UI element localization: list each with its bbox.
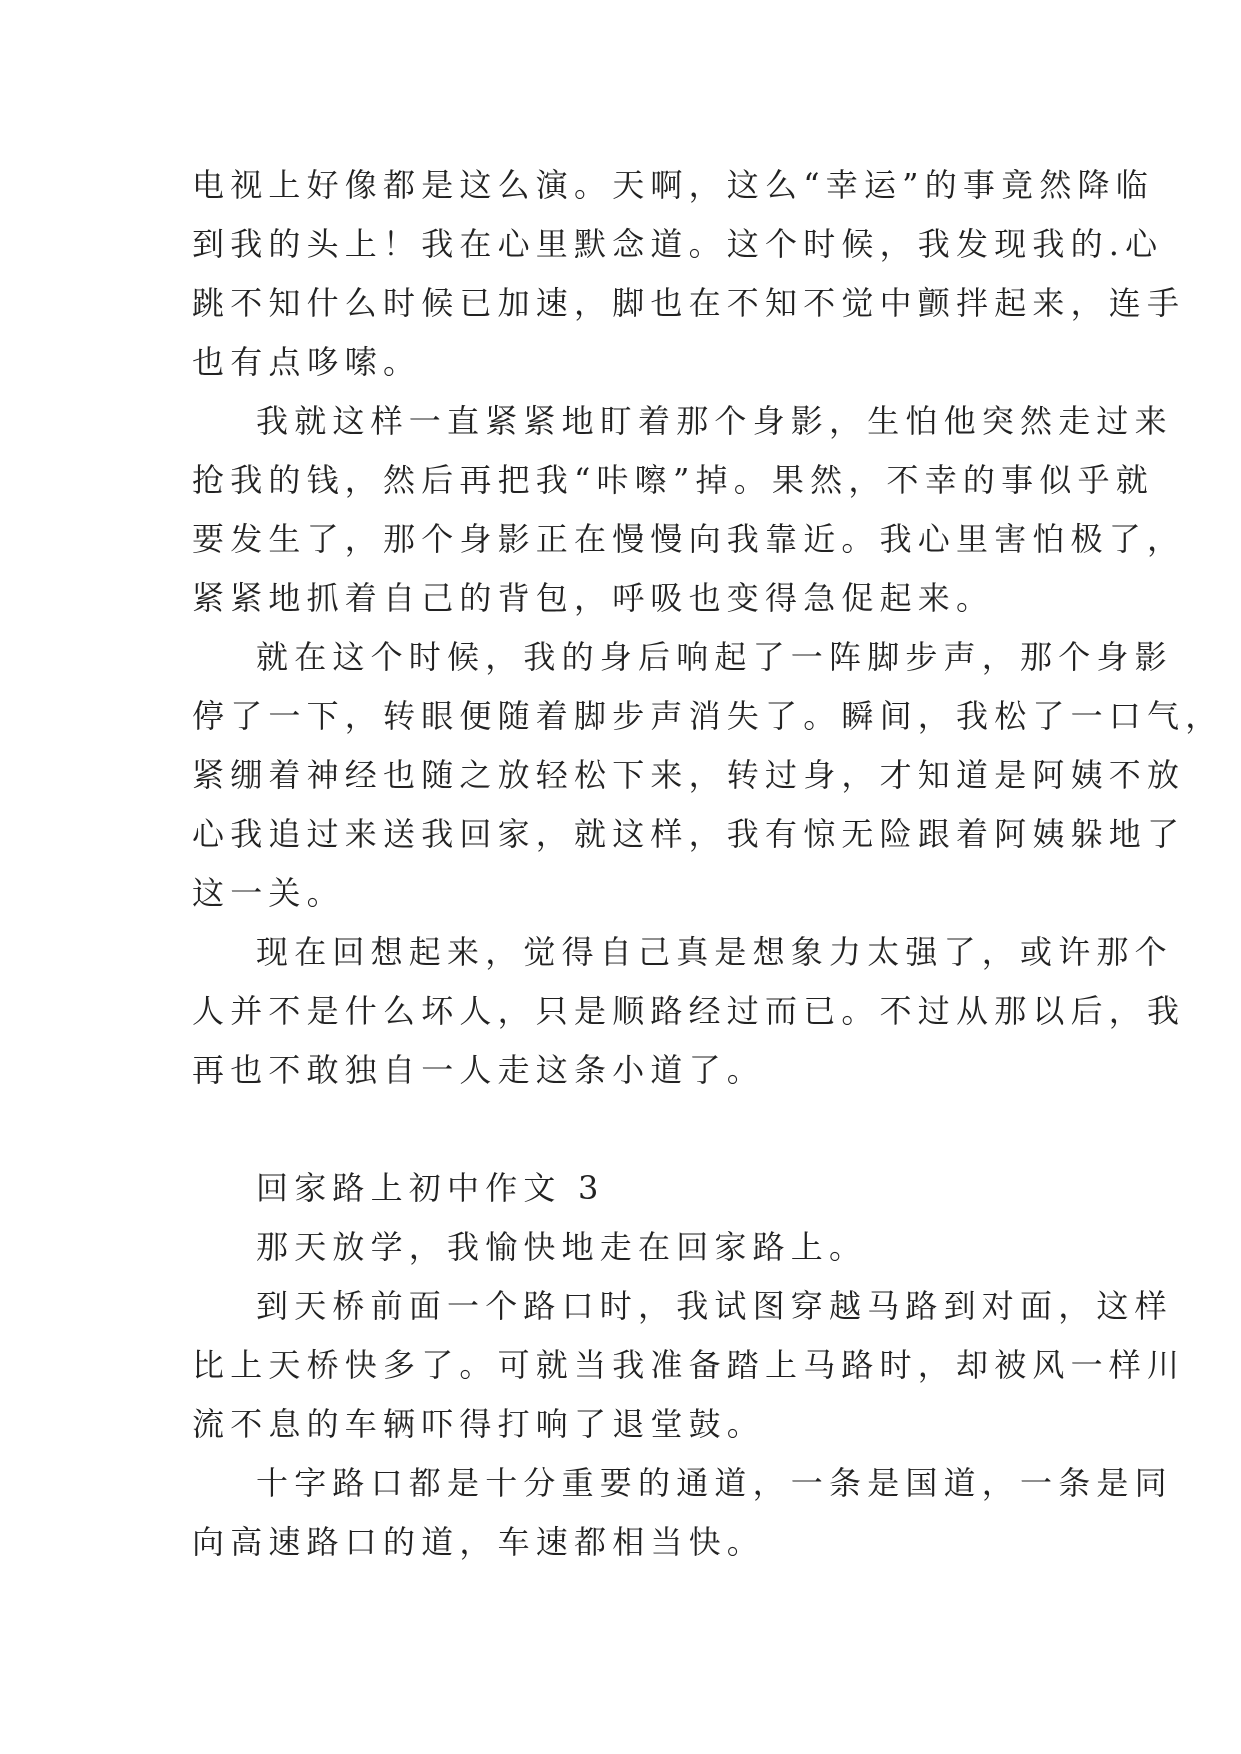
text-line: 人并不是什么坏人，只是顺路经过而已。不过从那以后，我: [192, 992, 1186, 1030]
text-line: 十字路口都是十分重要的通道，一条是国道，一条是同: [256, 1464, 1173, 1502]
text-line: 就在这个时候，我的身后响起了一阵脚步声，那个身影: [256, 638, 1173, 676]
paragraph: [192, 1277, 1186, 1454]
text-line: 电视上好像都是这么演。天啊，这么“幸运”的事竟然降临: [192, 166, 1154, 204]
text-line: 也有点哆嗦。: [192, 343, 422, 381]
section-gap: [192, 1100, 1054, 1159]
text-line: 跳不知什么时候已加速，脚也在不知不觉中颤拌起来，连手: [192, 284, 1186, 322]
paragraph: [192, 156, 1186, 392]
text-line: 抢我的钱，然后再把我“咔嚓”掉。果然，不幸的事似乎就: [192, 461, 1154, 499]
text-line: 心我追过来送我回家，就这样，我有惊无险跟着阿姨躲地了: [192, 815, 1186, 853]
text-line: 那天放学，我愉快地走在回家路上。: [256, 1228, 868, 1266]
text-line: 到我的头上！我在心里默念道。这个时候，我发现我的.心: [192, 225, 1164, 263]
text-line: 向高速路口的道，车速都相当快。: [192, 1523, 766, 1561]
text-line: 现在回想起来，觉得自己真是想象力太强了，或许那个: [256, 933, 1173, 971]
heading-line: 回家路上初中作文 3: [256, 1169, 605, 1207]
document-page: [192, 156, 1224, 1572]
paragraph: [192, 628, 1224, 923]
paragraph: [192, 1454, 1173, 1572]
text-line: 停了一下，转眼便随着脚步声消失了。瞬间，我松了一口气，: [192, 697, 1224, 735]
text-line: 到天桥前面一个路口时，我试图穿越马路到对面，这样: [256, 1287, 1173, 1325]
text-line: 再也不敢独自一人走这条小道了。: [192, 1051, 766, 1089]
text-line: 比上天桥快多了。可就当我准备踏上马路时，却被风一样川: [192, 1346, 1186, 1384]
text-line: 紧绷着神经也随之放轻松下来，转过身，才知道是阿姨不放: [192, 756, 1186, 794]
text-line: 这一关。: [192, 874, 345, 912]
paragraph: [192, 392, 1186, 628]
text-line: 流不息的车辆吓得打响了退堂鼓。: [192, 1405, 766, 1443]
section-heading: [192, 1159, 1054, 1218]
text-line: 我就这样一直紧紧地盯着那个身影，生怕他突然走过来: [256, 402, 1173, 440]
paragraph: [192, 1218, 1054, 1277]
text-line: 紧紧地抓着自己的背包，呼吸也变得急促起来。: [192, 579, 995, 617]
text-line: 要发生了，那个身影正在慢慢向我靠近。我心里害怕极了，: [192, 520, 1186, 558]
paragraph: [192, 923, 1186, 1100]
